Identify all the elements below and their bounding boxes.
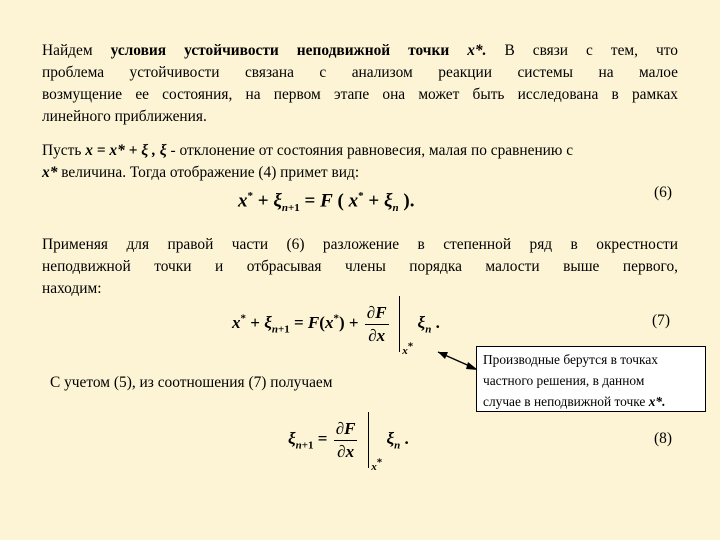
derivative-fraction: $\frac{\partial F}{\partial x}$ xyxy=(366,302,387,345)
evaluation-bar xyxy=(399,296,401,352)
expansion-line-2: неподвижной точки и отбрасывая члены порядка малости выше первого, xyxy=(42,258,678,275)
equation-7-number: (7) xyxy=(652,312,670,329)
definition-line-2 xyxy=(42,162,678,184)
callout-line-3 xyxy=(483,391,699,412)
equation-8-number: (8) xyxy=(654,430,672,447)
definition-line-2-tail: величина. Тогда отображение (4) примет вид: xyxy=(61,164,360,181)
intro-paragraph xyxy=(42,40,678,128)
derivative-note-callout xyxy=(476,346,706,412)
callout-fixed-point-symbol: x*. xyxy=(648,394,666,409)
equation-6-number: (6) xyxy=(654,184,672,201)
callout-line-1: Производные берутся в точках xyxy=(483,352,658,367)
evaluation-bar-2 xyxy=(368,412,370,468)
intro-line-2: проблема устойчивости связана с анализом реакции системы на малое xyxy=(42,64,678,81)
deviation-definition: x = x* + ξ , ξ xyxy=(85,142,167,159)
expansion-line-3: находим: xyxy=(42,280,102,297)
conclusion-text: С учетом (5), из соотношения (7) получаем xyxy=(50,374,333,391)
definition-line-1-tail: - отклонение от состояния равновесия, малая по сравнению с xyxy=(170,142,574,159)
stability-conditions-text: условия устойчивости неподвижной точки xyxy=(110,42,450,59)
derivative-fraction-2: $\frac{\partial F}{\partial x}$ xyxy=(335,418,356,461)
intro-line-3: возмущение ее состояния, на первом этапе она может быть исследована в рамках xyxy=(42,86,678,103)
definition-line-1 xyxy=(42,140,678,162)
text-let: Пусть xyxy=(42,142,82,159)
equation-7: $x^* + \xi_{n+1} = F(x^*)$ + $\frac{\partial F}{\partial x}$ $_{x^*}$ $\xi_n$ . xyxy=(232,296,440,357)
expansion-line-1: Применяя для правой части (6) разложение в степенной ряд в окрестности xyxy=(42,236,678,253)
intro-line-4: линейного приближения. xyxy=(42,108,207,125)
definition-paragraph xyxy=(42,140,678,184)
intro-line-1-tail: В связи с тем, что xyxy=(504,42,678,59)
equation-6: $x^* + \xi_{n+1} = F$ ( $x^* + \xi_n$ ). xyxy=(238,190,415,215)
fixed-point-symbol: x*. xyxy=(467,42,487,59)
callout-line-2: частного решения, в данном xyxy=(483,373,645,388)
text-find: Найдем xyxy=(42,42,93,59)
callout-line-3-text: случае в неподвижной точке xyxy=(483,394,646,409)
expansion-paragraph xyxy=(42,234,678,300)
equation-8: $\xi_{n+1}$ = $\frac{\partial F}{\partial x}$ $_{x^*}$ $\xi_n$ . xyxy=(288,412,409,473)
fixed-point-symbol-2: x* xyxy=(42,164,58,181)
intro-line-1 xyxy=(42,40,678,62)
